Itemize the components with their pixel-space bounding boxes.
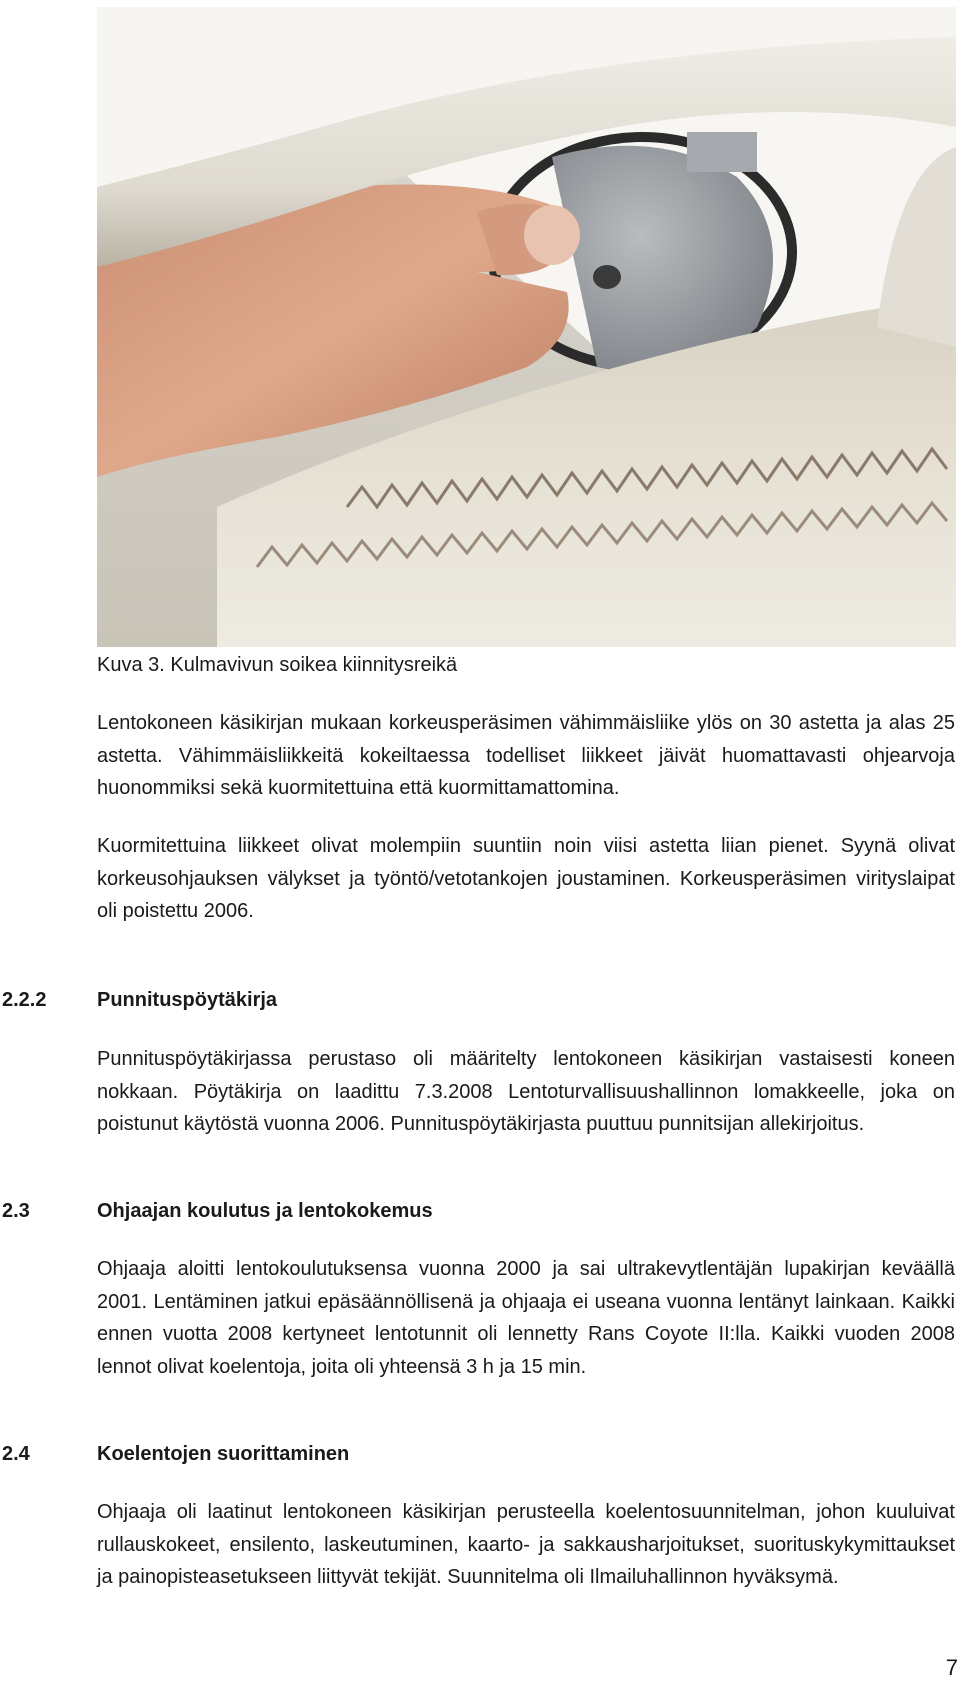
section-title: Punnituspöytäkirja (97, 989, 278, 1011)
section-title: Koelentojen suorittaminen (97, 1443, 350, 1465)
paragraph-elevator-travel: Lentokoneen käsikirjan mukaan korkeusperäsimen vähimmäisliike ylös on 30 astetta ja alas 25 astetta. Vähimmäisliikkeitä kokeiltaessa todelliset liikkeet jäivät huomattavasti ohjearvoja huonommiksi sekä kuormitettuina että kuormittamattomina. (97, 712, 955, 799)
section-number: 2.4 (2, 1443, 30, 1465)
photo-illustration (97, 7, 956, 647)
paragraph-weighing-report: Punnituspöytäkirjassa perustaso oli määritelty lentokoneen käsikirjan vastaisesti koneen nokkaan. Pöytäkirja on laadittu 7.3.2008 Lentoturvallisuushallinnon lomakkeelle, joka on poistunut käytöstä vuonna 2006. Punnituspöytäkirjasta puuttuu punnitsijan allekirjoitus. (97, 1048, 955, 1135)
figure-caption: Kuva 3. Kulmavivun soikea kiinnitysreikä (97, 654, 458, 676)
section-number: 2.3 (2, 1200, 30, 1222)
paragraph-test-flights: Ohjaaja oli laatinut lentokoneen käsikirjan perusteella koelentosuunnitelman, johon kuuluivat rullauskokeet, ensilento, laskeutuminen, kaarto- ja sakkausharjoitukset, suorituskykymittaukset ja painopisteasetukseen liittyvät tekijät. Suunnitelma oli Ilmailuhallinnon hyväksymä. (97, 1501, 955, 1588)
paragraph-loaded-travel: Kuormitettuina liikkeet olivat molempiin suuntiin noin viisi astetta liian pienet. Syynä olivat korkeusohjauksen välykset ja työntö/vetotankojen joustaminen. Korkeusperäsimen virityslaipat oli poistettu 2006. (97, 835, 955, 922)
figure-photo (97, 7, 956, 647)
section-number: 2.2.2 (2, 989, 47, 1011)
page-number: 7 (945, 1655, 958, 1680)
section-title: Ohjaajan koulutus ja lentokokemus (97, 1200, 433, 1222)
paragraph-pilot-training: Ohjaaja aloitti lentokoulutuksensa vuonna 2000 ja sai ultrakevytlentäjän lupakirjan keväällä 2001. Lentäminen jatkui epäsäännöllisenä ja ohjaaja ei useana vuonna lentänyt lainkaan. Kaikki ennen vuotta 2008 kertyneet lentotunnit oli lennetty Rans Coyote II:lla. Kaikki vuoden 2008 lennot olivat koelentoja, joita oli yhteensä 3 h ja 15 min. (97, 1258, 955, 1378)
